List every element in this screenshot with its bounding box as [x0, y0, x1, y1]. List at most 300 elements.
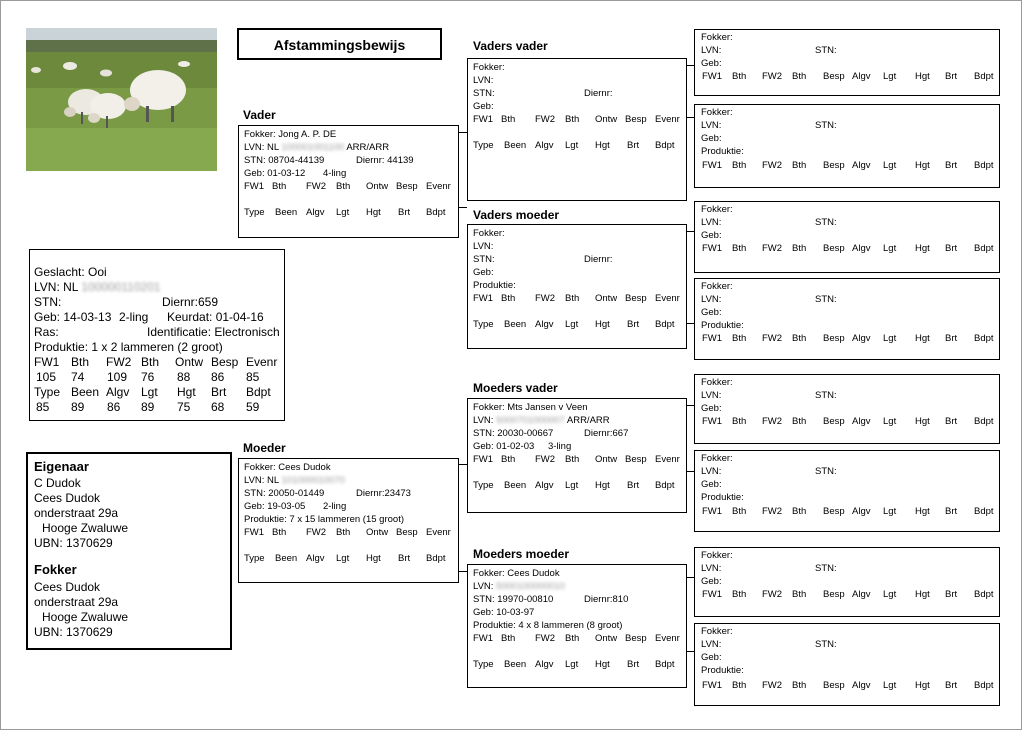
trait-label-besp: Besp	[625, 114, 647, 125]
trait-label-bth: Bth	[565, 454, 580, 465]
trait-label-fw1: FW1	[702, 416, 723, 427]
trait-label-lgt: Lgt	[565, 659, 579, 670]
sheep-photo	[26, 28, 217, 171]
gen3-box-3	[694, 201, 1000, 273]
val-hgt: 75	[177, 400, 191, 414]
trait-label-bth: Bth	[732, 589, 747, 600]
gen3-box-7	[694, 547, 1000, 617]
hdr-bth: Bth	[71, 355, 90, 369]
g3-fokker: Fokker:	[701, 107, 733, 118]
hdr-evenr: Evenr	[246, 355, 278, 369]
g3-lvn: LVN:	[701, 217, 722, 228]
trait-label-hgt: Hgt	[366, 207, 381, 218]
trait-label-bdpt: Bdpt	[974, 333, 994, 344]
trait-label-evenr: Evenr	[655, 293, 680, 304]
trait-label-hgt: Hgt	[915, 243, 930, 254]
trait-label-algv: Algv	[852, 589, 871, 600]
owner-box	[26, 452, 232, 650]
trait-label-evenr: Evenr	[655, 114, 680, 125]
trait-label-lgt: Lgt	[883, 333, 897, 344]
trait-label-bth: Bth	[792, 506, 807, 517]
trait-label-besp: Besp	[625, 454, 647, 465]
trait-label-type: Type	[473, 480, 494, 491]
g3-geb: Geb:	[701, 479, 722, 490]
val-lgt: 89	[141, 400, 155, 414]
mv-lvn: LVN: 5000701000007 ARR/ARR	[473, 415, 610, 426]
trait-label-bdpt: Bdpt	[655, 319, 675, 330]
trait-label-fw1: FW1	[702, 71, 723, 82]
eigenaar-line: C Dudok	[34, 476, 81, 490]
fokker-line: UBN: 1370629	[34, 625, 113, 639]
animal-produktie: Produktie: 1 x 2 lammeren (2 groot)	[34, 340, 223, 354]
g3-geb: Geb:	[701, 133, 722, 144]
trait-label-brt: Brt	[627, 140, 640, 151]
trait-label-brt: Brt	[945, 160, 958, 171]
trait-label-been: Been	[504, 140, 527, 151]
vm-produktie: Produktie:	[473, 280, 516, 291]
g3-fokker: Fokker:	[701, 453, 733, 464]
hdr-algv: Algv	[106, 385, 130, 399]
g3-produktie: Produktie:	[701, 320, 744, 331]
trait-label-hgt: Hgt	[915, 589, 930, 600]
mv-type-row	[468, 480, 686, 493]
trait-label-algv: Algv	[852, 416, 871, 427]
connector	[459, 132, 467, 133]
g3-geb: Geb:	[701, 576, 722, 587]
connector	[459, 207, 467, 208]
trait-label-fw2: FW2	[306, 527, 327, 538]
trait-label-ontw: Ontw	[595, 293, 618, 304]
mv-fw-row	[468, 454, 686, 467]
label-vader: Vader	[243, 108, 276, 122]
trait-label-lgt: Lgt	[883, 243, 897, 254]
g3-fokker: Fokker:	[701, 626, 733, 637]
trait-label-brt: Brt	[945, 589, 958, 600]
trait-label-hgt: Hgt	[915, 333, 930, 344]
g3-stn: STN:	[815, 294, 837, 305]
vm-geb: Geb:	[473, 267, 494, 278]
trait-label-besp: Besp	[823, 243, 845, 254]
animal-identificatie: Identificatie: Electronisch	[147, 325, 280, 339]
trait-label-besp: Besp	[396, 181, 418, 192]
trait-label-hgt: Hgt	[595, 140, 610, 151]
trait-label-hgt: Hgt	[915, 160, 930, 171]
trait-label-algv: Algv	[852, 506, 871, 517]
vader-geb: Geb: 01-03-12	[244, 168, 306, 179]
trait-label-fw2: FW2	[762, 680, 783, 691]
trait-label-lgt: Lgt	[565, 480, 579, 491]
connector	[459, 571, 467, 572]
label-vaders-moeder: Vaders moeder	[473, 208, 560, 222]
trait-label-bth: Bth	[732, 416, 747, 427]
trait-label-brt: Brt	[945, 333, 958, 344]
eigenaar-line: Cees Dudok	[34, 491, 101, 505]
trait-label-type: Type	[244, 207, 265, 218]
trait-label-fw2: FW2	[306, 181, 327, 192]
g3-stn: STN:	[815, 466, 837, 477]
trait-label-besp: Besp	[625, 633, 647, 644]
trait-label-brt: Brt	[945, 71, 958, 82]
trait-label-type: Type	[473, 659, 494, 670]
trait-label-hgt: Hgt	[366, 553, 381, 564]
vv-diernr: Diernr:	[584, 88, 613, 99]
trait-label-bth: Bth	[336, 181, 351, 192]
trait-label-bth: Bth	[792, 416, 807, 427]
g3-stn: STN:	[815, 120, 837, 131]
hdr-ontw: Ontw	[175, 355, 204, 369]
trait-label-fw2: FW2	[762, 589, 783, 600]
connector	[687, 577, 694, 578]
val-fw1: 105	[36, 370, 57, 384]
val-evenr: 85	[246, 370, 260, 384]
hdr-fw2: FW2	[106, 355, 132, 369]
animal-ras: Ras:	[34, 325, 59, 339]
vader-fokker: Fokker: Jong A. P. DE	[244, 129, 337, 140]
g3-geb: Geb:	[701, 403, 722, 414]
trait-label-ontw: Ontw	[595, 114, 618, 125]
trait-label-lgt: Lgt	[336, 553, 350, 564]
vv-fw-row	[468, 114, 686, 127]
fokker-line: onderstraat 29a	[34, 595, 119, 609]
trait-label-lgt: Lgt	[883, 416, 897, 427]
trait-label-fw1: FW1	[702, 680, 723, 691]
trait-label-bth: Bth	[565, 114, 580, 125]
moeders-vader-box	[467, 398, 687, 513]
moeder-box	[238, 458, 459, 583]
g3-trait-row	[695, 416, 999, 429]
trait-label-hgt: Hgt	[595, 659, 610, 670]
trait-label-bth: Bth	[501, 454, 516, 465]
trait-label-bdpt: Bdpt	[426, 207, 446, 218]
g3-geb: Geb:	[701, 652, 722, 663]
moeder-stn: STN: 20050-01449	[244, 488, 325, 499]
trait-label-bdpt: Bdpt	[974, 680, 994, 691]
trait-label-algv: Algv	[535, 319, 554, 330]
trait-label-hgt: Hgt	[915, 506, 930, 517]
hdr-hgt: Hgt	[177, 385, 196, 399]
vv-lvn: LVN:	[473, 75, 494, 86]
trait-label-fw1: FW1	[473, 454, 494, 465]
val-been: 89	[71, 400, 85, 414]
trait-label-lgt: Lgt	[565, 140, 579, 151]
moeder-lvn: LVN: NL 101000010070	[244, 475, 345, 486]
g3-fokker: Fokker:	[701, 377, 733, 388]
trait-label-fw2: FW2	[535, 293, 556, 304]
trait-label-brt: Brt	[627, 659, 640, 670]
vv-type-row	[468, 140, 686, 153]
label-vaders-vader: Vaders vader	[473, 39, 548, 53]
g3-fokker: Fokker:	[701, 32, 733, 43]
trait-label-fw2: FW2	[762, 333, 783, 344]
hdr-been: Been	[71, 385, 100, 399]
trait-label-brt: Brt	[945, 506, 958, 517]
vm-diernr: Diernr:	[584, 254, 613, 265]
g3-lvn: LVN:	[701, 120, 722, 131]
trait-label-hgt: Hgt	[915, 71, 930, 82]
trait-label-brt: Brt	[627, 319, 640, 330]
eigenaar-heading: Eigenaar	[34, 459, 89, 474]
trait-label-hgt: Hgt	[595, 480, 610, 491]
connector	[687, 231, 694, 232]
g3-trait-row	[695, 680, 999, 693]
eigenaar-line: Hooge Zwaluwe	[42, 521, 129, 535]
hdr-bth2: Bth	[141, 355, 160, 369]
label-moeders-vader: Moeders vader	[473, 381, 558, 395]
trait-label-fw2: FW2	[762, 160, 783, 171]
trait-label-been: Been	[504, 480, 527, 491]
eigenaar-line: UBN: 1370629	[34, 536, 113, 550]
trait-label-evenr: Evenr	[655, 633, 680, 644]
trait-label-fw2: FW2	[762, 506, 783, 517]
g3-trait-row	[695, 160, 999, 173]
connector	[459, 464, 467, 465]
vv-geb: Geb:	[473, 101, 494, 112]
val-brt: 68	[211, 400, 225, 414]
trait-label-besp: Besp	[823, 589, 845, 600]
val-fw2: 109	[107, 370, 128, 384]
g3-lvn: LVN:	[701, 466, 722, 477]
vv-fokker: Fokker:	[473, 62, 505, 73]
g3-produktie: Produktie:	[701, 665, 744, 676]
moeder-geb: Geb: 19-03-05	[244, 501, 306, 512]
trait-label-brt: Brt	[627, 480, 640, 491]
val-ontw: 88	[177, 370, 191, 384]
trait-label-ontw: Ontw	[366, 527, 389, 538]
g3-fokker: Fokker:	[701, 281, 733, 292]
trait-label-bdpt: Bdpt	[974, 243, 994, 254]
trait-label-besp: Besp	[823, 71, 845, 82]
moeder-fokker: Fokker: Cees Dudok	[244, 462, 331, 473]
val-type: 85	[36, 400, 50, 414]
trait-label-fw1: FW1	[244, 181, 265, 192]
gen3-box-2	[694, 104, 1000, 188]
trait-label-bth: Bth	[732, 243, 747, 254]
vm-fokker: Fokker:	[473, 228, 505, 239]
trait-label-bdpt: Bdpt	[426, 553, 446, 564]
g3-produktie: Produktie:	[701, 492, 744, 503]
g3-lvn: LVN:	[701, 390, 722, 401]
trait-label-bth: Bth	[336, 527, 351, 538]
mm-stn: STN: 19970-00810	[473, 594, 554, 605]
trait-label-besp: Besp	[625, 293, 647, 304]
trait-label-bth: Bth	[272, 527, 287, 538]
vv-stn: STN:	[473, 88, 495, 99]
vm-fw-row	[468, 293, 686, 306]
vader-stn: STN: 08704-44139	[244, 155, 325, 166]
trait-label-evenr: Evenr	[655, 454, 680, 465]
trait-label-besp: Besp	[823, 160, 845, 171]
trait-label-algv: Algv	[306, 207, 325, 218]
trait-label-bdpt: Bdpt	[655, 480, 675, 491]
mv-diernr: Diernr:667	[584, 428, 629, 439]
g3-fokker: Fokker:	[701, 204, 733, 215]
val-algv: 86	[107, 400, 121, 414]
trait-label-besp: Besp	[823, 416, 845, 427]
trait-label-algv: Algv	[535, 140, 554, 151]
vader-fw-row	[239, 181, 458, 194]
trait-label-hgt: Hgt	[915, 680, 930, 691]
trait-label-ontw: Ontw	[595, 633, 618, 644]
g3-lvn: LVN:	[701, 563, 722, 574]
mm-lvn: LVN: 5000100000010	[473, 581, 565, 592]
trait-label-been: Been	[504, 319, 527, 330]
trait-label-fw1: FW1	[473, 293, 494, 304]
trait-label-algv: Algv	[535, 480, 554, 491]
trait-label-bdpt: Bdpt	[655, 659, 675, 670]
connector	[687, 323, 694, 324]
moeder-type-row	[239, 553, 458, 566]
vaders-moeder-box	[467, 224, 687, 349]
eigenaar-line: onderstraat 29a	[34, 506, 119, 520]
trait-label-bth: Bth	[792, 333, 807, 344]
animal-diernr: Diernr:659	[162, 295, 219, 309]
trait-label-bth: Bth	[501, 114, 516, 125]
connector	[687, 65, 694, 66]
g3-lvn: LVN:	[701, 45, 722, 56]
g3-lvn: LVN:	[701, 294, 722, 305]
vader-type-row	[239, 207, 458, 220]
gen3-box-8	[694, 623, 1000, 706]
vm-lvn: LVN:	[473, 241, 494, 252]
connector	[687, 117, 694, 118]
gen3-box-4	[694, 278, 1000, 360]
animal-stn: STN:	[34, 295, 62, 309]
geslacht: Geslacht: Ooi	[34, 265, 107, 279]
trait-label-brt: Brt	[398, 207, 411, 218]
trait-label-fw1: FW1	[473, 114, 494, 125]
label-moeder: Moeder	[243, 441, 286, 455]
trait-label-besp: Besp	[396, 527, 418, 538]
trait-label-bth: Bth	[792, 160, 807, 171]
fokker-line: Hooge Zwaluwe	[42, 610, 129, 624]
trait-label-fw2: FW2	[762, 71, 783, 82]
moeder-diernr: Diernr:23473	[356, 488, 411, 499]
trait-label-bth: Bth	[565, 633, 580, 644]
trait-label-fw1: FW1	[473, 633, 494, 644]
vader-lvn: LVN: NL 100001001100 ARR/ARR	[244, 142, 390, 153]
trait-label-lgt: Lgt	[883, 160, 897, 171]
trait-label-algv: Algv	[852, 333, 871, 344]
trait-label-besp: Besp	[823, 680, 845, 691]
gen3-box-1	[694, 29, 1000, 96]
moeder-fw-row	[239, 527, 458, 540]
animal-keurdat: Keurdat: 01-04-16	[167, 310, 264, 324]
g3-geb: Geb:	[701, 230, 722, 241]
trait-label-bth: Bth	[792, 71, 807, 82]
g3-geb: Geb:	[701, 307, 722, 318]
trait-label-brt: Brt	[945, 416, 958, 427]
trait-label-bth: Bth	[792, 243, 807, 254]
gen3-box-5	[694, 374, 1000, 444]
trait-label-fw1: FW1	[702, 589, 723, 600]
hdr-bdpt: Bdpt	[246, 385, 271, 399]
fokker-line: Cees Dudok	[34, 580, 101, 594]
mm-type-row	[468, 659, 686, 672]
trait-label-bth: Bth	[501, 293, 516, 304]
trait-label-fw1: FW1	[702, 506, 723, 517]
g3-fokker: Fokker:	[701, 550, 733, 561]
animal-ling: 2-ling	[119, 310, 149, 324]
trait-label-algv: Algv	[852, 160, 871, 171]
mv-stn: STN: 20030-00667	[473, 428, 554, 439]
g3-stn: STN:	[815, 390, 837, 401]
animal-info-box	[29, 249, 285, 421]
trait-label-bth: Bth	[732, 160, 747, 171]
trait-label-fw1: FW1	[702, 160, 723, 171]
trait-label-bth: Bth	[732, 506, 747, 517]
hdr-besp: Besp	[211, 355, 239, 369]
vader-ling: 4-ling	[323, 168, 347, 179]
g3-trait-row	[695, 243, 999, 256]
hdr-brt: Brt	[211, 385, 227, 399]
mm-geb: Geb: 10-03-97	[473, 607, 535, 618]
page-title: Afstammingsbewijs	[273, 37, 406, 53]
hdr-type: Type	[34, 385, 61, 399]
vm-stn: STN:	[473, 254, 495, 265]
g3-trait-row	[695, 589, 999, 602]
trait-label-bth: Bth	[272, 181, 287, 192]
moeder-ling: 2-ling	[323, 501, 347, 512]
trait-label-fw1: FW1	[244, 527, 265, 538]
connector	[687, 471, 694, 472]
g3-stn: STN:	[815, 639, 837, 650]
animal-geb: Geb: 14-03-13	[34, 310, 112, 324]
trait-label-fw2: FW2	[762, 416, 783, 427]
fokker-heading: Fokker	[34, 562, 77, 577]
mv-geb: Geb: 01-02-03	[473, 441, 535, 452]
trait-label-bth: Bth	[501, 633, 516, 644]
trait-label-algv: Algv	[852, 243, 871, 254]
trait-label-fw2: FW2	[535, 454, 556, 465]
trait-label-fw2: FW2	[762, 243, 783, 254]
g3-stn: STN:	[815, 563, 837, 574]
trait-label-bdpt: Bdpt	[974, 416, 994, 427]
mm-diernr: Diernr:810	[584, 594, 629, 605]
trait-label-bth: Bth	[732, 333, 747, 344]
vm-type-row	[468, 319, 686, 332]
trait-label-lgt: Lgt	[883, 589, 897, 600]
trait-label-bth: Bth	[792, 680, 807, 691]
trait-label-ontw: Ontw	[595, 454, 618, 465]
mm-produktie: Produktie: 4 x 8 lammeren (8 groot)	[473, 620, 623, 631]
trait-label-been: Been	[275, 207, 298, 218]
gen3-box-6	[694, 450, 1000, 532]
connector	[687, 405, 694, 406]
trait-label-besp: Besp	[823, 333, 845, 344]
trait-label-bdpt: Bdpt	[974, 71, 994, 82]
label-moeders-moeder: Moeders moeder	[473, 547, 570, 561]
g3-produktie: Produktie:	[701, 146, 744, 157]
moeders-moeder-box	[467, 564, 687, 688]
trait-label-type: Type	[244, 553, 265, 564]
vader-diernr: Diernr: 44139	[356, 155, 414, 166]
moeder-produktie: Produktie: 7 x 15 lammeren (15 groot)	[244, 514, 404, 525]
trait-label-algv: Algv	[852, 71, 871, 82]
vader-box	[238, 125, 459, 238]
g3-stn: STN:	[815, 45, 837, 56]
trait-label-bdpt: Bdpt	[974, 506, 994, 517]
val-bdpt: 59	[246, 400, 260, 414]
trait-label-fw2: FW2	[535, 633, 556, 644]
trait-label-hgt: Hgt	[595, 319, 610, 330]
trait-label-been: Been	[275, 553, 298, 564]
trait-label-lgt: Lgt	[565, 319, 579, 330]
hdr-lgt: Lgt	[141, 385, 158, 399]
animal-lvn: LVN: NL 100000110201	[34, 280, 161, 294]
trait-label-ontw: Ontw	[366, 181, 389, 192]
val-bth: 74	[71, 370, 85, 384]
title-box	[237, 28, 442, 60]
